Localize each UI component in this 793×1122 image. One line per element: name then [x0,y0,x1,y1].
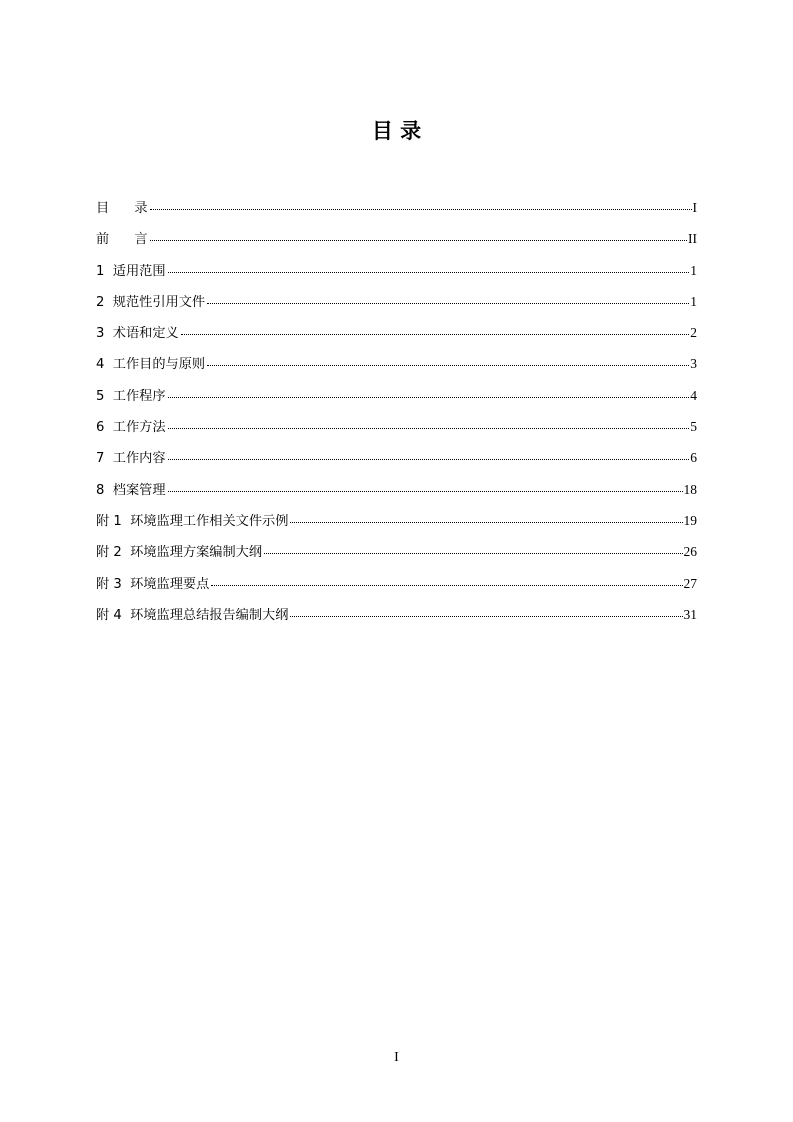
toc-entry[interactable] [96,385,697,416]
toc-entry-label: 前 言 [96,232,148,248]
toc-entry-label: 附 1 环境监理工作相关文件示例 [96,513,289,529]
toc-entry-page: 1 [690,262,697,278]
toc-entry-page: 19 [683,512,697,528]
toc-entry-label: 附 4 环境监理总结报告编制大纲 [96,607,289,623]
page-title: 目 录 [371,119,422,143]
toc-leader-dots [207,365,689,366]
toc-entry-label: 附 3 环境监理要点 [96,576,210,592]
toc-entry-page: 26 [683,544,697,560]
toc-entry-page: 5 [690,419,697,435]
toc-entry[interactable] [96,479,697,510]
toc-leader-dots [168,428,690,429]
toc-entry-label: 2 规范性引用文件 [96,294,206,310]
toc-leader-dots [168,459,690,460]
toc-entry-page: 27 [683,575,697,591]
toc-entry[interactable] [96,260,697,291]
toc-entry[interactable] [96,197,697,228]
toc-entry[interactable] [96,510,697,541]
toc-entry[interactable] [96,322,697,353]
toc-entry-label: 4 工作目的与原则 [96,357,206,373]
toc-entry-page: 6 [690,450,697,466]
toc-leader-dots [181,334,690,335]
toc-entry[interactable] [96,447,697,478]
toc-leader-dots [150,240,687,241]
toc-leader-dots [211,585,682,586]
toc-entry-page: 31 [683,606,697,622]
toc-entry-label: 3 术语和定义 [96,326,179,342]
toc-leader-dots [264,553,682,554]
toc-entry-page: 2 [690,325,697,341]
toc-entry-page: 4 [690,387,697,403]
toc-entry-page: 3 [690,356,697,372]
toc-entry[interactable] [96,228,697,259]
toc-entry-label: 附 2 环境监理方案编制大纲 [96,545,263,561]
toc-entry[interactable] [96,416,697,447]
toc-entry-label: 5 工作程序 [96,388,166,404]
table-of-contents [96,197,697,635]
toc-entry[interactable] [96,353,697,384]
toc-leader-dots [168,272,690,273]
toc-entry[interactable] [96,541,697,572]
toc-entry-label: 1 适用范围 [96,263,166,279]
toc-entry-page: 18 [683,481,697,497]
toc-entry-page: I [692,200,697,215]
toc-leader-dots [290,522,682,523]
toc-entry[interactable] [96,573,697,604]
toc-entry-label: 8 档案管理 [96,482,166,498]
toc-entry-label: 6 工作方法 [96,420,166,436]
toc-entry-page: 1 [690,293,697,309]
toc-entry-label: 7 工作内容 [96,451,166,467]
toc-leader-dots [168,397,690,398]
toc-entry-page: II [688,231,697,247]
toc-leader-dots [168,491,683,492]
footer-page-number: I [394,1050,399,1065]
toc-entry-label: 目 录 [96,201,148,216]
toc-leader-dots [150,209,692,210]
toc-entry[interactable] [96,604,697,635]
toc-leader-dots [290,616,682,617]
toc-leader-dots [207,303,689,304]
toc-entry[interactable] [96,291,697,322]
